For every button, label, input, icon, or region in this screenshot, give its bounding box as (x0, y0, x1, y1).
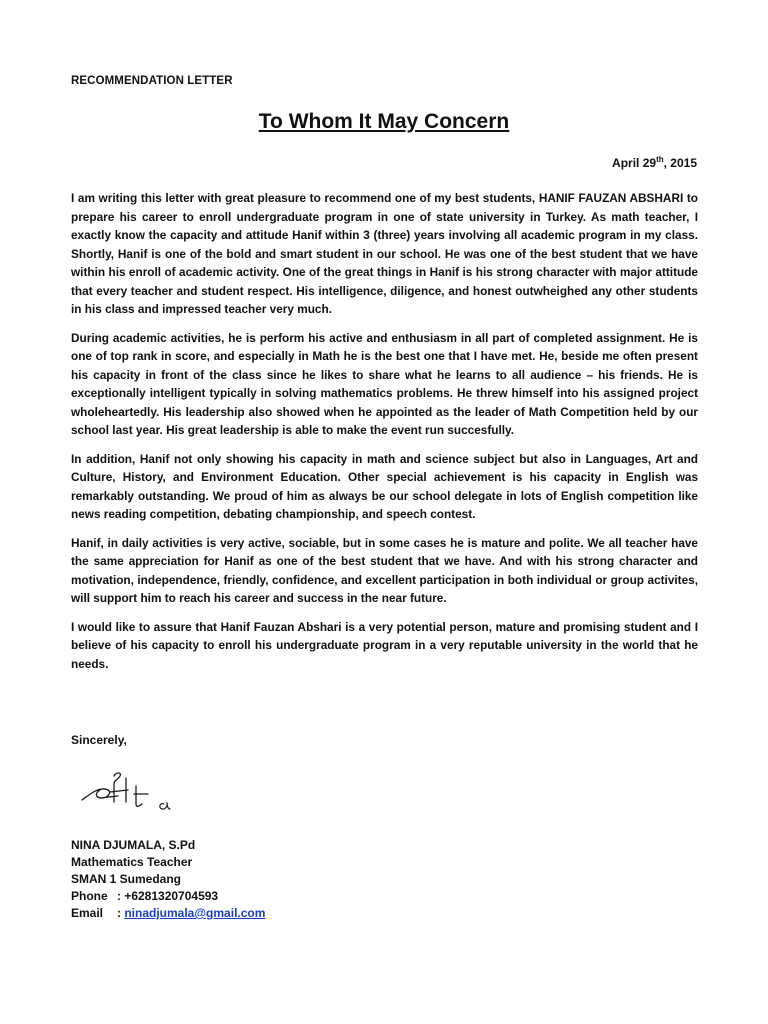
letter-body (71, 189, 698, 683)
paragraph-5: I would like to assure that Hanif Fauzan Abshari is a very potential person, mature and promising student and I believe of his capacity to enroll his undergraduate program in a very reputable university in the world that he needs. (71, 619, 698, 671)
date-year: , 2015 (663, 156, 697, 170)
signer-school: SMAN 1 Sumedang (71, 872, 182, 886)
email-link[interactable]: ninadjumala@gmail.com (124, 906, 266, 920)
date-month-day: April 29 (612, 156, 657, 170)
signer-name: NINA DJUMALA, S.Pd (71, 838, 196, 852)
signature-image (78, 768, 198, 818)
email-separator: : (117, 906, 125, 920)
signer-role: Mathematics Teacher (71, 855, 193, 869)
letter-heading: RECOMMENDATION LETTER (71, 75, 233, 87)
paragraph-4: Hanif, in daily activities is very active, sociable, but in some cases he is mature and polite. We all teacher have the same appreciation for Hanif as one of the best student that we have. And with his strong character and motivation, independence, friendly, confidence, and excellent participation in both individual or group activites, will support him to reach his career and success in the near future. (71, 535, 698, 605)
paragraph-1: I am writing this letter with great pleasure to recommend one of my best students, HANIF FAUZAN ABSHARI to prepare his career to enroll undergraduate program in one of state university in Turkey. As math teacher, I exactly know the capacity and attitude Hanif within 3 (three) years involving all academic program in my class. Shortly, Hanif is one of the bold and smart student in our school. He was one of the best student that we have within his enroll of academic activity. One of the great things in Hanif is his strong character with major attitude that every teacher and student respect. His intelligence, diligence, and honest outwheighed any other students in his class and impressed teacher very much. (71, 191, 698, 316)
phone-row (71, 888, 265, 905)
closing: Sincerely, (71, 733, 127, 747)
paragraph-3: In addition, Hanif not only showing his capacity in math and science subject but also in Languages, Art and Culture, History, and Environment Education. Other special achievement is his capacity in English was remarkably outstanding. We proud of him as always be our school delegate in lots of English competition like news reading competition, debating championship, and speech contest. (71, 451, 698, 521)
letter-date (612, 155, 697, 170)
letter-title: To Whom It May Concern (258, 110, 510, 133)
signature-block (71, 837, 265, 922)
paragraph-2: During academic activities, he is perform his active and enthusiasm in all part of completed assignment. He is one of top rank in score, and especially in Math he is the best one that I have met. He, beside me often present his capacity in front of the class since he likes to share what he learns to all audience – his friends. He is exceptionally intelligent typically in solving mathematics problems. He threw himself into his assigned project wholeheartedly. His leadership also showed when he appointed as the leader of Math Competition held by our school last year. His great leadership is able to make the event run succesfully. (71, 330, 698, 437)
phone-label: Phone (71, 889, 108, 903)
phone-value: : +6281320704593 (117, 889, 219, 903)
date-suffix: th (656, 155, 664, 164)
email-row (71, 905, 265, 922)
email-label: Email (71, 906, 104, 920)
